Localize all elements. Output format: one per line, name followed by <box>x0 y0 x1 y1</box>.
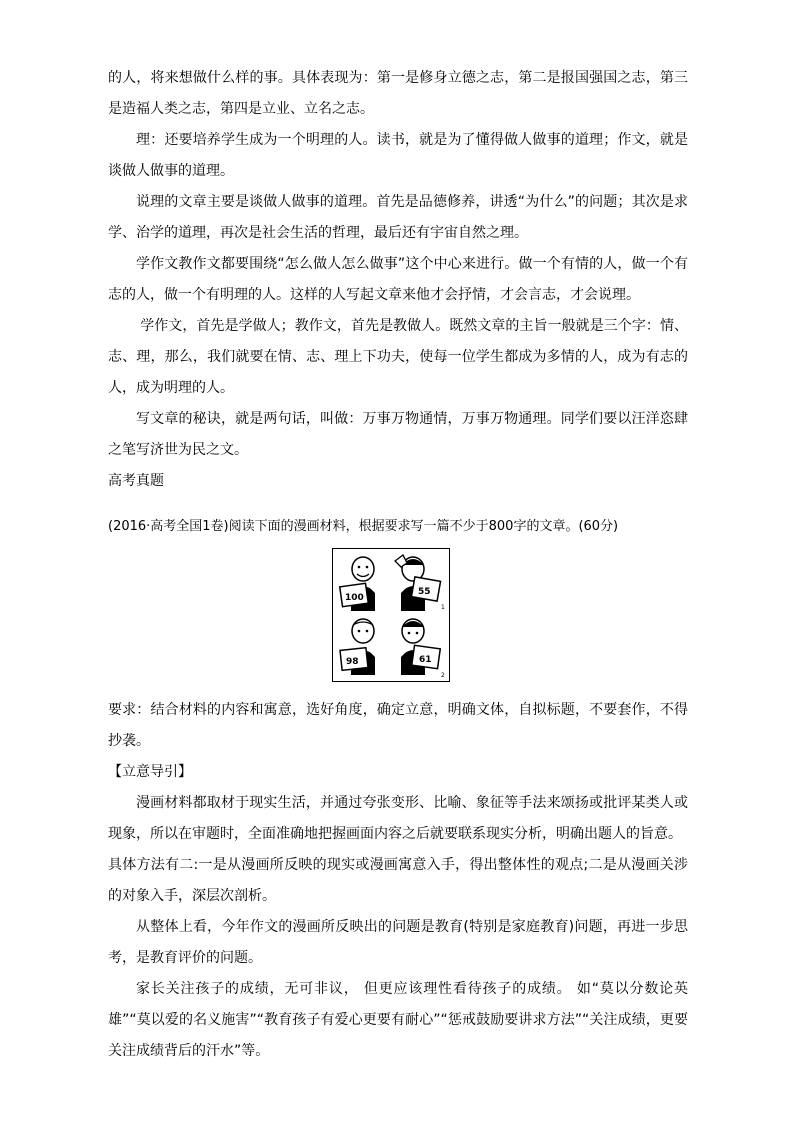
exam-prompt: (2016·高考全国1卷)阅读下面的漫画材料，根据要求写一篇不少于800字的文章。(60分) <box>108 519 619 534</box>
panel-label-2: 2 <box>441 672 445 679</box>
score-61: 61 <box>419 655 432 665</box>
comic-drawing <box>333 549 449 681</box>
paragraph-2: 理：还要培养学生成为一个明理的人。读书，就是为了懂得做人做事的道理；作文，就是谈做人做事的道理。 <box>108 132 688 179</box>
guide-paragraph-3: 家长关注孩子的成绩，无可非议， 但更应该理性看待孩子的成绩。 如“莫以分数论英雄”“莫以爱的名义施害”“教育孩子有爱心更要有耐心”“惩戒鼓励要讲求方法”“关注成绩，更要关注成绩背后的汗水”等。 <box>108 981 688 1059</box>
exam-prompt-block <box>108 511 688 542</box>
guide-paragraph-2: 从整体上看，今年作文的漫画所反映出的问题是教育(特别是家庭教育)问题，再进一步思考，是教育评价的问题。 <box>108 919 688 966</box>
paragraph-6: 写文章的秘诀，就是两句话，叫做：万事万物通情，万事万物通理。同学们要以汪洋恣肆之笔写济世为民之文。 <box>108 411 688 458</box>
paragraph-3: 说理的文章主要是谈做人做事的道理。首先是品德修养，讲透“为什么”的问题；其次是求学、治学的道理，再次是社会生活的哲理，最后还有宇宙自然之理。 <box>108 194 688 241</box>
paragraph-1: 的人，将来想做什么样的事。具体表现为：第一是修身立德之志，第二是报国强国之志，第三是造福人类之志，第四是立业、立名之志。 <box>108 70 688 117</box>
guide-paragraph-1: 漫画材料都取材于现实生活，并通过夸张变形、比喻、象征等手法来颂扬或批评某类人或现象，所以在审题时，全面准确地把握画面内容之后就要联系现实分析，明确出题人的旨意。 <box>108 795 688 842</box>
guide-paragraph-1b: 具体方法有二:一是从漫画所反映的现实或漫画寓意入手，得出整体性的观点;二是从漫画关涉的对象入手，深层次剖析。 <box>108 857 688 904</box>
section-title: 高考真题 <box>108 473 164 489</box>
comic-image <box>332 548 450 682</box>
paragraph-4: 学作文教作文都要围绕“怎么做人怎么做事”这个中心来进行。做一个有情的人，做一个有志的人，做一个有明理的人。这样的人写起文章来他才会抒情，才会言志，才会说理。 <box>108 256 688 303</box>
comic-kid-bottom-right <box>401 619 440 675</box>
requirement: 要求：结合材料的内容和寓意，选好角度，确定立意，明确文体，自拟标题，不要套作，不得抄袭。 <box>108 702 688 749</box>
score-98: 98 <box>346 657 359 667</box>
text-block-lower <box>108 695 688 1067</box>
paragraph-5: 学作文，首先是学做人；教作文，首先是教做人。既然文章的主旨一般就是三个字：情、志、理，那么，我们就要在情、志、理上下功夫，使每一位学生都成为多情的人，成为有志的人，成为明理的人。 <box>108 318 688 396</box>
score-55: 55 <box>418 587 431 597</box>
text-block-upper <box>108 63 688 497</box>
score-100: 100 <box>345 593 364 603</box>
panel-label-1: 1 <box>441 604 445 611</box>
guide-heading: 【立意导引】 <box>108 764 192 780</box>
comic-kid-top-right <box>395 555 441 611</box>
